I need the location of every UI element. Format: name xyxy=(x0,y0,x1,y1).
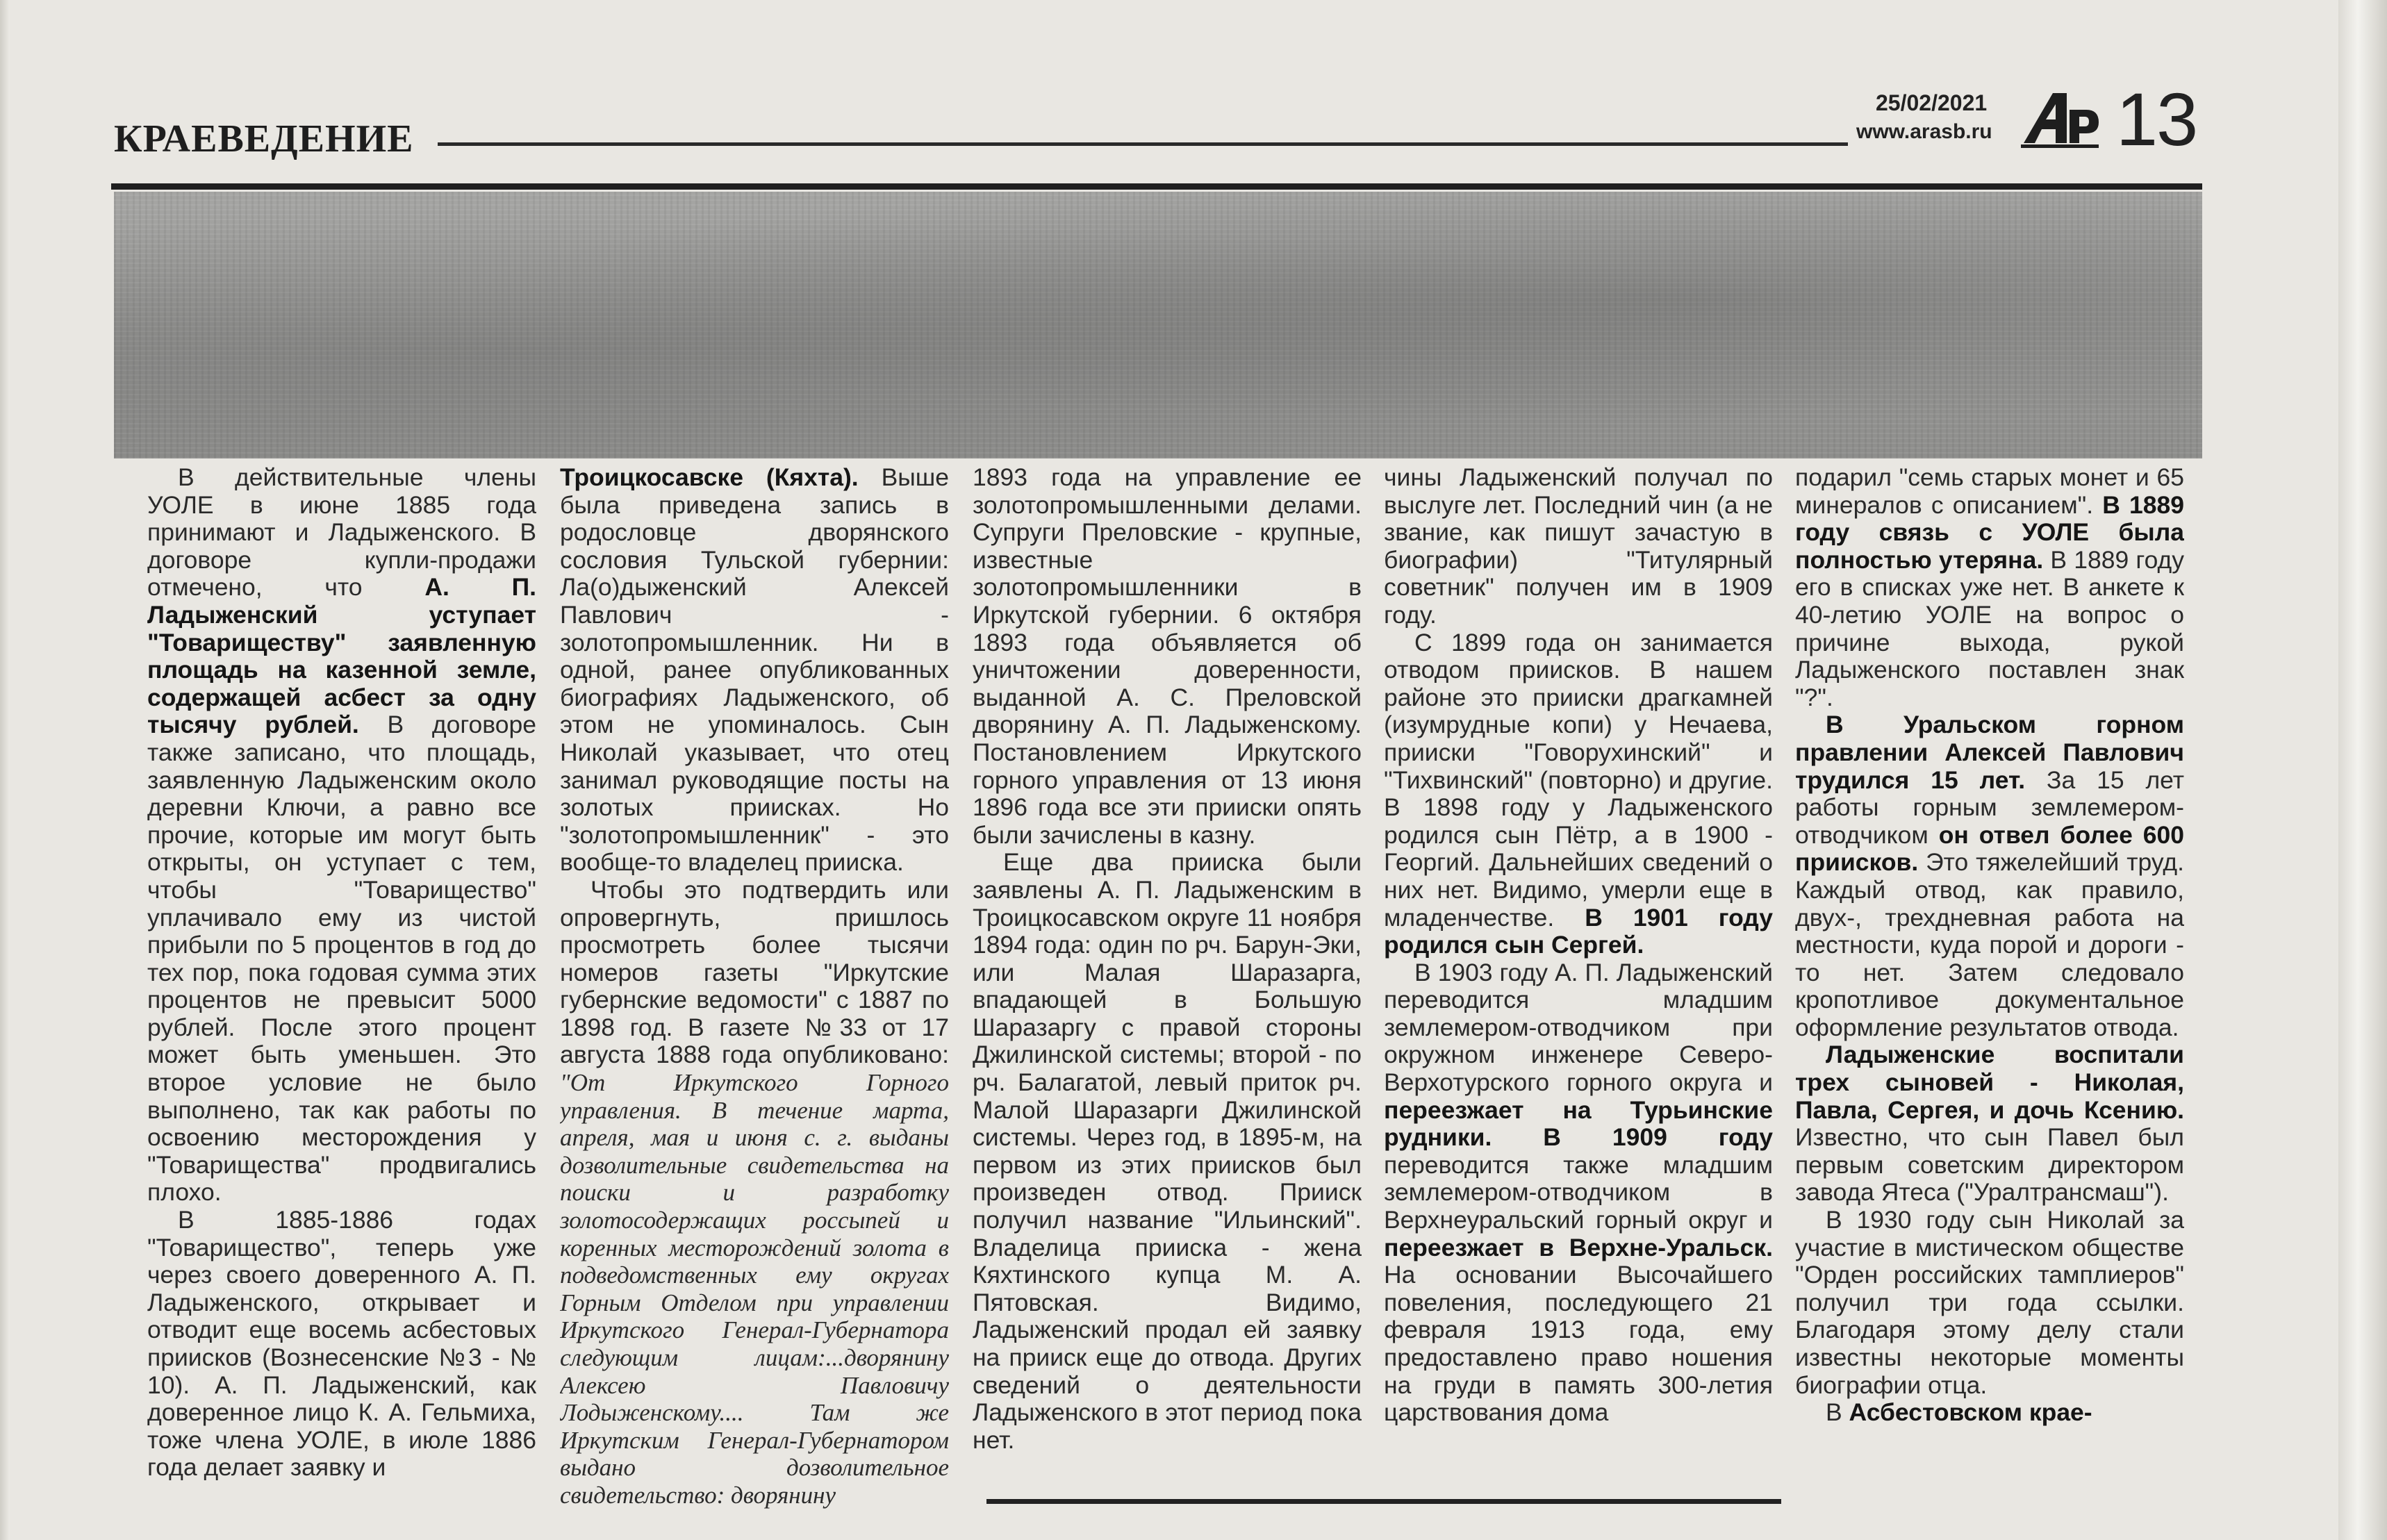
paragraph xyxy=(1384,464,1773,629)
article-column-1 xyxy=(147,464,536,1540)
bold-text: переезжает на Турьинские рудники. В 1909 году xyxy=(1384,1095,1773,1152)
bold-text: Асбестовском крае- xyxy=(1849,1398,2092,1427)
article-column-2 xyxy=(560,464,949,1540)
paragraph xyxy=(560,877,949,1509)
text: чины Ладыженский получал по выслуге лет. Последний чин (а не звание, как пишут зачастую в биографии) "Титулярный советник" получен им в 1909 году. xyxy=(1384,464,1773,629)
bold-text: В 1889 году связь с УОЛЕ была полностью утеряна. xyxy=(1795,490,2184,574)
page-number: 13 xyxy=(2116,77,2197,161)
paragraph xyxy=(1384,959,1773,1427)
text: Еще два прииска были заявлены А. П. Ладыженским в Троицкосавском округе 11 ноября 1894 года: один по рч. Барун-Эки, или Малая Шаразарга, впадающей в Большую Шаразаргу с правой стороны Джилинской системы; второй - по рч. Балагатой, левый приток рч. Малой Шаразарги Джилинской системы. Через год, в 1895-м, на первом из этих приисков был произведен отвод. Прииск получил название "Ильинский". Владелица прииска - жена Кяхтинского купца М. А. Пятовская. Видимо, Ладыженский продал ей заявку на прииск еще до отвода. Других сведений о деятельности Ладыженского в этот период пока нет. xyxy=(973,848,1362,1454)
text: В xyxy=(1826,1398,1849,1427)
article-column-5 xyxy=(1795,464,2184,1540)
bold-text: А. П. Ладыженский уступает "Товариществу" заявленную площадь на казенной земле, содержащей асбест за одну тысячу рублей. xyxy=(147,573,536,739)
bold-text: переезжает в Верхне-Уральск. xyxy=(1384,1233,1773,1261)
paragraph xyxy=(147,1207,536,1482)
header-thick-rule xyxy=(111,183,2202,190)
text: Это тяжелейший труд. Каждый отвод, как правило, двух-, трехдневная работа на местности, куда порой и дороги - то нет. Затем следовало кропотливое документальное оформление результатов отвода. xyxy=(1795,848,2184,1041)
newspaper-logo-icon xyxy=(2018,83,2101,153)
paragraph xyxy=(147,464,536,1207)
paper-right-edge xyxy=(2338,0,2387,1540)
bold-text: Ладыженские воспитали трех сыновей - Николая, Павла, Сергея, и дочь Ксению. xyxy=(1795,1041,2184,1124)
text: В действительные члены УОЛЕ в июне 1885 года принимают и Ладыженского. В договоре купли-продажи отмечено, что xyxy=(147,464,536,602)
paragraph xyxy=(560,464,949,877)
paragraph xyxy=(1795,464,2184,711)
text: подарил "семь старых монет и 65 минералов с описанием". xyxy=(1795,464,2184,519)
paragraph xyxy=(1795,1041,2184,1207)
quote-text: "От Иркутского Горного управления. В течение марта, апреля, мая и июня с. г. выданы дозволительные свидетельства на поиски и разработку золотосодержащих россыпей и коренных месторождений золота в подведомственных ему округах Горным Отделом при управлении Иркутского Генерал-Губернатора следующим лицам:...дворянину Алексею Павловичу Лодыженскому.... Там же Иркутским Генерал-Губернатором выдано дозволительное свидетельство: дворянину xyxy=(560,1069,949,1509)
header-rule xyxy=(438,142,1848,146)
paragraph xyxy=(1795,711,2184,1041)
sky-photo xyxy=(114,192,2202,458)
paper-left-edge xyxy=(0,0,10,1540)
paragraph xyxy=(973,849,1362,1454)
text: Известно, что сын Павел был первым советским директором завода Ятеса ("Уралтрансмаш"). xyxy=(1795,1123,2184,1207)
paragraph xyxy=(1795,1399,2184,1427)
text: В договоре также записано, что площадь, заявленную Ладыженским около деревни Ключи, а равно все прочие, которые им могут быть открыты, он уступает с тем, чтобы "Товарищество" уплачивало ему из чистой прибыли по 5 процентов в год до тех пор, пока годовая сумма этих процентов не превысит 5000 рублей. После этого процент может быть уменьшен. Это второе условие не было выполнено, так как работы по освоению месторождения у "Товарищества" продвигались плохо. xyxy=(147,711,536,1207)
text: Выше была приведена запись в родословце дворянского сословия Тульской губернии: Ла(о)дыженский Алексей Павлович - золотопромышленник. Ни в одной, ранее опубликованных биографиях Ладыженского, об этом не упоминалось. Сын Николай указывает, что отец занимал руководящие посты на золотых приисках. Но "золотопромышленник" - это вообще-то владелец прииска. xyxy=(560,464,949,877)
text: 1893 года на управление ее золотопромышленными делами. Супруги Преловские - крупные, известные золотопромышленники в Иркутской губернии. 6 октября 1893 года объявляется об уничтожении доверенности, выданной А. С. Преловской дворянину А. П. Ладыженскому. Постановлением Иркутского горного управления от 13 июня 1896 года все эти прииски опять были зачислены в казну. xyxy=(973,464,1362,849)
text: В 1930 году сын Николай за участие в мистическом обществе "Орден российских тамплиеров" получил три года ссылки. Благодаря этому делу стали известны некоторые моменты биографии отца. xyxy=(1795,1206,2184,1399)
section-title: КРАЕВЕДЕНИЕ xyxy=(114,117,414,160)
bold-text: В 1901 году родился сын Сергей. xyxy=(1384,903,1773,959)
text: В 1903 году А. П. Ладыженский переводится младшим землемером-отводчиком при окружном инженере Северо-Верхотурского горного округа и xyxy=(1384,958,1773,1097)
bold-text: он отвел более 600 приисков. xyxy=(1795,820,2184,877)
bold-text: Троицкосавске (Кяхта). xyxy=(560,464,859,491)
text: В 1889 году его в списках уже нет. В анкете к 40-летию УОЛЕ на вопрос о причине выхода, рукой Ладыженского поставлен знак "?". xyxy=(1795,545,2184,711)
text: За 15 лет работы горным землемером-отводчиком xyxy=(1795,765,2184,849)
text: переводится также младшим землемером-отводчиком в Верхнеуральский горный округ и xyxy=(1384,1150,1773,1234)
paragraph xyxy=(973,464,1362,849)
paragraph xyxy=(1384,629,1773,959)
paragraph xyxy=(1795,1207,2184,1399)
bold-text: В Уральском горном правлении Алексей Павлович трудился 15 лет. xyxy=(1795,711,2184,794)
column-separator-rule xyxy=(986,1499,1781,1504)
text: В 1885-1886 годах "Товарищество", теперь уже через своего доверенного А. П. Ладыженского, открывает и отводит еще восемь асбестовых приисков (Вознесенские №3 - № 10). А. П. Ладыженский, как доверенное лицо К. А. Гельмиха, тоже члена УОЛЕ, в июле 1886 года делает заявку и xyxy=(147,1206,536,1482)
website-link[interactable]: www.arasb.ru xyxy=(1856,120,1992,143)
text: Чтобы это подтвердить или опровергнуть, пришлось просмотреть более тысячи номеров газеты "Иркутские губернские ведомости" с 1887 по 1898 год. В газете №33 от 17 августа 1888 года опубликовано: xyxy=(560,875,949,1069)
text: На основании Высочайшего повеления, последующего 21 февраля 1913 года, ему предоставлено право ношения на груди в память 300-летия царствования дома xyxy=(1384,1261,1773,1427)
article-column-4 xyxy=(1384,464,1773,1540)
article-column-3 xyxy=(973,464,1362,1540)
issue-date: 25/02/2021 xyxy=(1876,90,1988,115)
text: С 1899 года он занимается отводом приисков. В нашем районе это прииски драгкамней (изумрудные копи) у Нечаева, прииски "Говорухинский" и "Тихвинский" (повторно) и другие. В 1898 году у Ладыженского родился сын Пётр, а в 1900 - Георгий. Дальнейших сведений о них нет. Видимо, умерли еще в младенчестве. xyxy=(1384,628,1773,932)
